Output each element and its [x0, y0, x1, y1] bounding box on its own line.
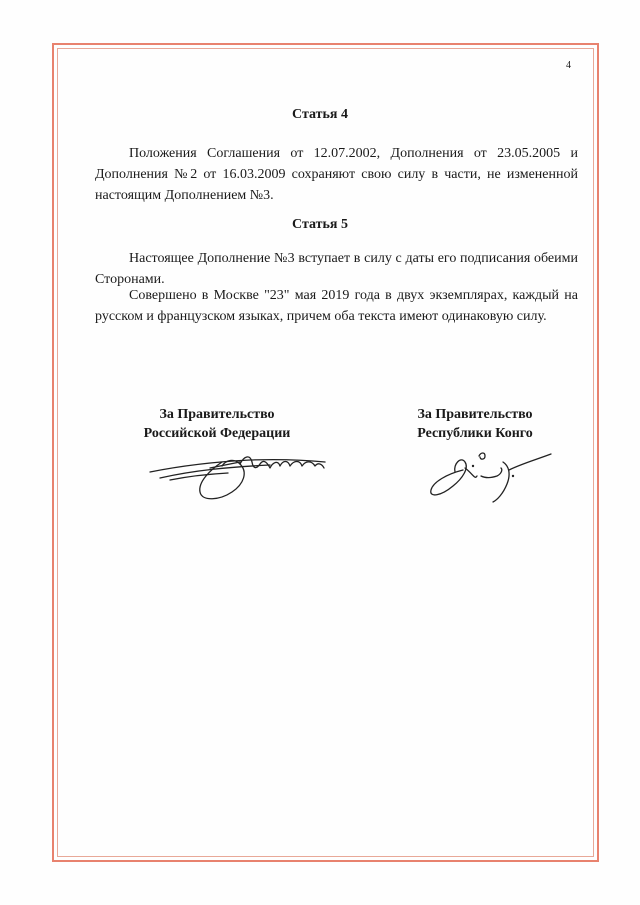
page-number: 4 [566, 60, 571, 71]
signatory-left-line-2: Российской Федерации [143, 426, 291, 441]
signatory-left [137, 405, 297, 443]
signatory-right-line-1: За Правительство [417, 407, 533, 422]
signatory-right-line-2: Республики Конго [417, 426, 533, 441]
article-4-heading: Статья 4 [292, 107, 348, 122]
signatory-left-line-1: За Правительство [159, 407, 275, 422]
signature-left [140, 440, 340, 510]
article-5-paragraph-1: Настоящее Дополнение №3 вступает в силу с даты его подписания обеими Сторонами. [95, 251, 578, 287]
signature-right [425, 440, 555, 510]
signatory-right [400, 405, 550, 443]
article-5-paragraph-2: Совершено в Москве "23" мая 2019 года в двух экземплярах, каждый на русском и французском языках, причем оба текста имеют одинаковую силу. [95, 288, 578, 324]
article-5-heading: Статья 5 [292, 217, 348, 232]
article-4-paragraph: Положения Соглашения от 12.07.2002, Дополнения от 23.05.2005 и Дополнения №2 от 16.03.2009 сохраняют свою силу в части, не измененной настоящим Дополнением №3. [95, 146, 578, 203]
